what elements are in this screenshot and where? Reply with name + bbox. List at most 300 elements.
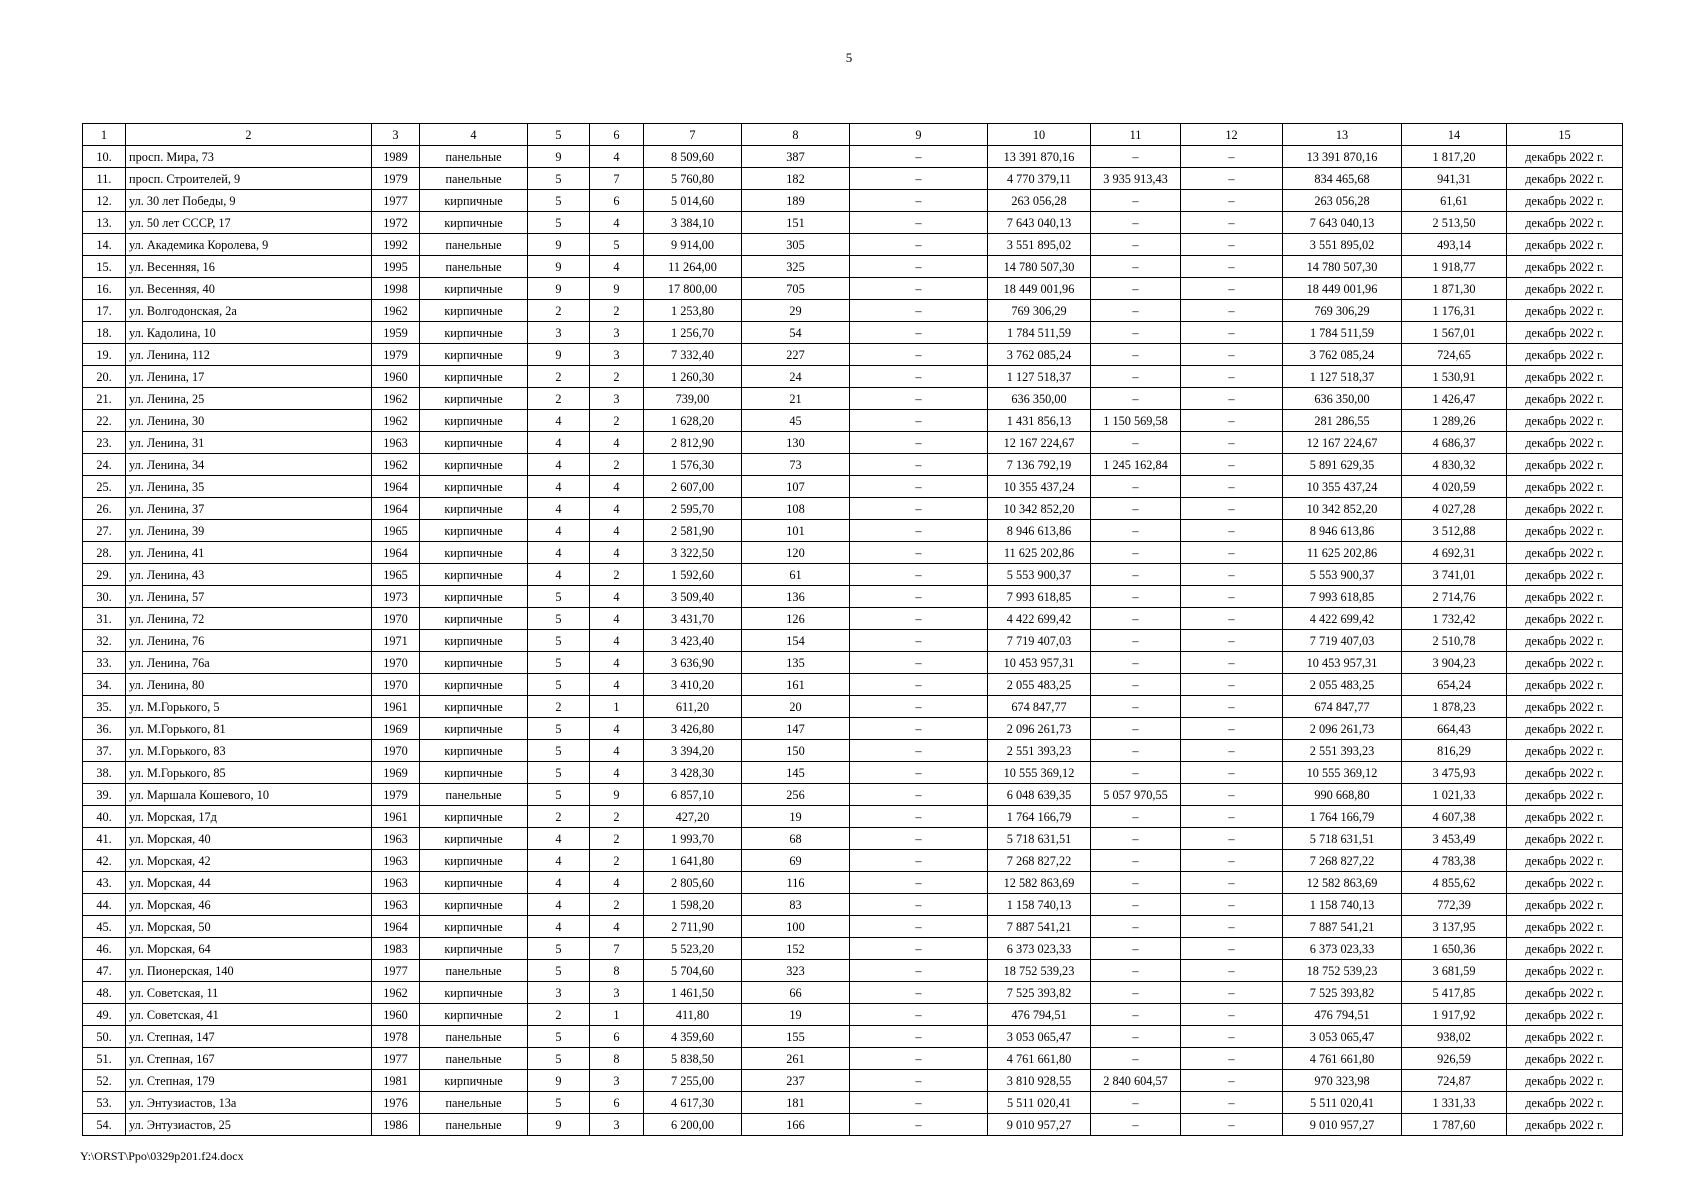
- table-row: [83, 982, 1623, 1004]
- cell-col-13: 636 350,00: [1283, 388, 1402, 410]
- cell-col-10: 7 525 393,82: [988, 982, 1091, 1004]
- cell-total-area: 411,80: [644, 1004, 742, 1026]
- cell-floors: 4: [528, 520, 590, 542]
- cell-entrances: 1: [590, 696, 644, 718]
- cell-address: ул. Ленина, 25: [126, 388, 372, 410]
- cell-row-number: 25.: [83, 476, 126, 498]
- cell-col-13: 14 780 507,30: [1283, 256, 1402, 278]
- cell-completion-date: декабрь 2022 г.: [1507, 872, 1623, 894]
- cell-address: ул. Кадолина, 10: [126, 322, 372, 344]
- cell-floors: 5: [528, 1026, 590, 1048]
- cell-wall-material: кирпичные: [420, 432, 528, 454]
- cell-completion-date: декабрь 2022 г.: [1507, 190, 1623, 212]
- cell-entrances: 4: [590, 520, 644, 542]
- cell-build-year: 1964: [372, 476, 420, 498]
- cell-col-9: –: [850, 410, 988, 432]
- cell-floors: 5: [528, 740, 590, 762]
- cell-row-number: 40.: [83, 806, 126, 828]
- cell-floors: 5: [528, 718, 590, 740]
- cell-col-10: 5 553 900,37: [988, 564, 1091, 586]
- cell-completion-date: декабрь 2022 г.: [1507, 806, 1623, 828]
- cell-entrances: 7: [590, 168, 644, 190]
- cell-entrances: 2: [590, 894, 644, 916]
- cell-residents: 21: [742, 388, 850, 410]
- cell-col-9: –: [850, 344, 988, 366]
- cell-col-9: –: [850, 498, 988, 520]
- table-row: [83, 542, 1623, 564]
- cell-residents: 108: [742, 498, 850, 520]
- cell-floors: 5: [528, 938, 590, 960]
- cell-completion-date: декабрь 2022 г.: [1507, 322, 1623, 344]
- cell-wall-material: кирпичные: [420, 938, 528, 960]
- cell-build-year: 1962: [372, 454, 420, 476]
- cell-entrances: 4: [590, 586, 644, 608]
- cell-completion-date: декабрь 2022 г.: [1507, 828, 1623, 850]
- cell-entrances: 4: [590, 872, 644, 894]
- cell-wall-material: кирпичные: [420, 454, 528, 476]
- cell-row-number: 45.: [83, 916, 126, 938]
- cell-entrances: 2: [590, 454, 644, 476]
- cell-completion-date: декабрь 2022 г.: [1507, 256, 1623, 278]
- cell-row-number: 50.: [83, 1026, 126, 1048]
- cell-col-9: –: [850, 454, 988, 476]
- cell-col-13: 7 993 618,85: [1283, 586, 1402, 608]
- cell-col-12: –: [1181, 168, 1283, 190]
- cell-row-number: 41.: [83, 828, 126, 850]
- cell-col-11: –: [1091, 1092, 1181, 1114]
- cell-residents: 24: [742, 366, 850, 388]
- cell-completion-date: декабрь 2022 г.: [1507, 586, 1623, 608]
- cell-col-9: –: [850, 674, 988, 696]
- cell-col-12: –: [1181, 762, 1283, 784]
- cell-floors: 4: [528, 916, 590, 938]
- cell-wall-material: кирпичные: [420, 740, 528, 762]
- cell-row-number: 18.: [83, 322, 126, 344]
- table-row: [83, 1092, 1623, 1114]
- cell-col-12: –: [1181, 1004, 1283, 1026]
- cell-col-9: –: [850, 806, 988, 828]
- cell-col-14: 493,14: [1402, 234, 1507, 256]
- cell-address: ул. Морская, 44: [126, 872, 372, 894]
- cell-residents: 189: [742, 190, 850, 212]
- cell-col-11: –: [1091, 234, 1181, 256]
- cell-total-area: 5 760,80: [644, 168, 742, 190]
- cell-total-area: 2 607,00: [644, 476, 742, 498]
- cell-address: ул. 30 лет Победы, 9: [126, 190, 372, 212]
- cell-residents: 68: [742, 828, 850, 850]
- cell-floors: 5: [528, 960, 590, 982]
- cell-wall-material: панельные: [420, 784, 528, 806]
- cell-entrances: 2: [590, 806, 644, 828]
- cell-col-12: –: [1181, 542, 1283, 564]
- table-body: [83, 146, 1623, 1136]
- cell-wall-material: кирпичные: [420, 564, 528, 586]
- cell-total-area: 2 805,60: [644, 872, 742, 894]
- cell-col-9: –: [850, 278, 988, 300]
- cell-row-number: 42.: [83, 850, 126, 872]
- cell-col-13: 7 887 541,21: [1283, 916, 1402, 938]
- cell-col-14: 1 871,30: [1402, 278, 1507, 300]
- cell-total-area: 3 423,40: [644, 630, 742, 652]
- cell-address: ул. М.Горького, 5: [126, 696, 372, 718]
- cell-col-9: –: [850, 190, 988, 212]
- cell-address: ул. Весенняя, 40: [126, 278, 372, 300]
- cell-wall-material: панельные: [420, 256, 528, 278]
- cell-address: ул. Степная, 167: [126, 1048, 372, 1070]
- cell-col-11: –: [1091, 212, 1181, 234]
- cell-completion-date: декабрь 2022 г.: [1507, 1026, 1623, 1048]
- cell-address: ул. М.Горького, 85: [126, 762, 372, 784]
- table-row: [83, 388, 1623, 410]
- cell-row-number: 24.: [83, 454, 126, 476]
- column-number-row: [83, 124, 1623, 146]
- cell-residents: 166: [742, 1114, 850, 1136]
- cell-build-year: 1964: [372, 916, 420, 938]
- cell-col-12: –: [1181, 1048, 1283, 1070]
- cell-address: ул. Степная, 179: [126, 1070, 372, 1092]
- cell-residents: 136: [742, 586, 850, 608]
- cell-floors: 5: [528, 608, 590, 630]
- table-row: [83, 1048, 1623, 1070]
- cell-col-13: 10 453 957,31: [1283, 652, 1402, 674]
- cell-wall-material: кирпичные: [420, 806, 528, 828]
- cell-col-12: –: [1181, 146, 1283, 168]
- cell-residents: 181: [742, 1092, 850, 1114]
- cell-row-number: 52.: [83, 1070, 126, 1092]
- cell-wall-material: кирпичные: [420, 762, 528, 784]
- cell-col-9: –: [850, 960, 988, 982]
- cell-floors: 5: [528, 1048, 590, 1070]
- cell-col-9: –: [850, 586, 988, 608]
- cell-col-10: 8 946 613,86: [988, 520, 1091, 542]
- cell-build-year: 1969: [372, 718, 420, 740]
- cell-total-area: 5 014,60: [644, 190, 742, 212]
- cell-col-12: –: [1181, 366, 1283, 388]
- cell-col-10: 3 762 085,24: [988, 344, 1091, 366]
- cell-residents: 116: [742, 872, 850, 894]
- cell-total-area: 2 812,90: [644, 432, 742, 454]
- cell-total-area: 4 617,30: [644, 1092, 742, 1114]
- cell-total-area: 1 461,50: [644, 982, 742, 1004]
- cell-col-12: –: [1181, 784, 1283, 806]
- cell-residents: 705: [742, 278, 850, 300]
- cell-row-number: 46.: [83, 938, 126, 960]
- cell-residents: 107: [742, 476, 850, 498]
- cell-col-13: 2 551 393,23: [1283, 740, 1402, 762]
- cell-col-13: 5 891 629,35: [1283, 454, 1402, 476]
- cell-entrances: 6: [590, 1026, 644, 1048]
- cell-build-year: 1964: [372, 542, 420, 564]
- cell-row-number: 12.: [83, 190, 126, 212]
- cell-build-year: 1963: [372, 432, 420, 454]
- cell-wall-material: кирпичные: [420, 652, 528, 674]
- cell-col-10: 13 391 870,16: [988, 146, 1091, 168]
- cell-wall-material: кирпичные: [420, 344, 528, 366]
- cell-col-14: 3 741,01: [1402, 564, 1507, 586]
- cell-col-14: 1 176,31: [1402, 300, 1507, 322]
- cell-col-9: –: [850, 608, 988, 630]
- cell-address: ул. Ленина, 41: [126, 542, 372, 564]
- cell-floors: 4: [528, 894, 590, 916]
- cell-col-12: –: [1181, 1092, 1283, 1114]
- cell-build-year: 1986: [372, 1114, 420, 1136]
- cell-entrances: 2: [590, 828, 644, 850]
- cell-floors: 4: [528, 828, 590, 850]
- cell-total-area: 739,00: [644, 388, 742, 410]
- cell-entrances: 4: [590, 652, 644, 674]
- cell-floors: 4: [528, 410, 590, 432]
- cell-col-14: 4 686,37: [1402, 432, 1507, 454]
- cell-total-area: 17 800,00: [644, 278, 742, 300]
- cell-col-11: –: [1091, 1004, 1181, 1026]
- cell-floors: 5: [528, 212, 590, 234]
- cell-col-11: –: [1091, 432, 1181, 454]
- cell-col-11: –: [1091, 344, 1181, 366]
- cell-col-12: –: [1181, 828, 1283, 850]
- cell-residents: 227: [742, 344, 850, 366]
- cell-col-11: –: [1091, 850, 1181, 872]
- cell-floors: 5: [528, 762, 590, 784]
- cell-floors: 2: [528, 696, 590, 718]
- cell-col-10: 1 127 518,37: [988, 366, 1091, 388]
- cell-address: ул. Советская, 11: [126, 982, 372, 1004]
- cell-col-10: 4 770 379,11: [988, 168, 1091, 190]
- cell-residents: 325: [742, 256, 850, 278]
- cell-col-13: 970 323,98: [1283, 1070, 1402, 1092]
- table-row: [83, 564, 1623, 586]
- cell-row-number: 53.: [83, 1092, 126, 1114]
- cell-residents: 387: [742, 146, 850, 168]
- cell-floors: 3: [528, 322, 590, 344]
- cell-total-area: 1 993,70: [644, 828, 742, 850]
- cell-col-13: 11 625 202,86: [1283, 542, 1402, 564]
- cell-col-13: 12 582 863,69: [1283, 872, 1402, 894]
- cell-floors: 9: [528, 256, 590, 278]
- cell-row-number: 43.: [83, 872, 126, 894]
- cell-build-year: 1960: [372, 1004, 420, 1026]
- column-header: 3: [372, 124, 420, 146]
- cell-floors: 9: [528, 278, 590, 300]
- cell-entrances: 4: [590, 630, 644, 652]
- table-row: [83, 432, 1623, 454]
- cell-completion-date: декабрь 2022 г.: [1507, 1114, 1623, 1136]
- cell-wall-material: панельные: [420, 1114, 528, 1136]
- cell-row-number: 19.: [83, 344, 126, 366]
- cell-build-year: 1961: [372, 696, 420, 718]
- cell-col-10: 1 158 740,13: [988, 894, 1091, 916]
- cell-col-12: –: [1181, 630, 1283, 652]
- cell-col-12: –: [1181, 190, 1283, 212]
- cell-address: ул. Морская, 42: [126, 850, 372, 872]
- cell-row-number: 47.: [83, 960, 126, 982]
- cell-build-year: 1992: [372, 234, 420, 256]
- cell-row-number: 16.: [83, 278, 126, 300]
- cell-build-year: 1995: [372, 256, 420, 278]
- cell-col-9: –: [850, 784, 988, 806]
- cell-address: ул. Ленина, 30: [126, 410, 372, 432]
- cell-residents: 305: [742, 234, 850, 256]
- cell-entrances: 6: [590, 190, 644, 212]
- cell-col-11: –: [1091, 938, 1181, 960]
- cell-col-13: 476 794,51: [1283, 1004, 1402, 1026]
- cell-wall-material: панельные: [420, 234, 528, 256]
- cell-col-10: 636 350,00: [988, 388, 1091, 410]
- cell-address: ул. Ленина, 17: [126, 366, 372, 388]
- cell-col-14: 816,29: [1402, 740, 1507, 762]
- cell-total-area: 611,20: [644, 696, 742, 718]
- cell-col-9: –: [850, 740, 988, 762]
- cell-col-11: 1 245 162,84: [1091, 454, 1181, 476]
- cell-entrances: 4: [590, 740, 644, 762]
- cell-total-area: 6 857,10: [644, 784, 742, 806]
- cell-residents: 83: [742, 894, 850, 916]
- table-row: [83, 850, 1623, 872]
- cell-col-10: 5 511 020,41: [988, 1092, 1091, 1114]
- cell-address: просп. Строителей, 9: [126, 168, 372, 190]
- cell-total-area: 1 598,20: [644, 894, 742, 916]
- cell-total-area: 7 255,00: [644, 1070, 742, 1092]
- cell-col-11: –: [1091, 542, 1181, 564]
- cell-col-10: 7 993 618,85: [988, 586, 1091, 608]
- cell-col-10: 4 761 661,80: [988, 1048, 1091, 1070]
- cell-total-area: 3 410,20: [644, 674, 742, 696]
- cell-col-13: 1 158 740,13: [1283, 894, 1402, 916]
- table-row: [83, 960, 1623, 982]
- cell-col-14: 4 027,28: [1402, 498, 1507, 520]
- cell-residents: 256: [742, 784, 850, 806]
- cell-entrances: 3: [590, 982, 644, 1004]
- cell-col-11: 3 935 913,43: [1091, 168, 1181, 190]
- cell-completion-date: декабрь 2022 г.: [1507, 454, 1623, 476]
- cell-wall-material: кирпичные: [420, 916, 528, 938]
- cell-col-10: 7 887 541,21: [988, 916, 1091, 938]
- cell-address: ул. Академика Королева, 9: [126, 234, 372, 256]
- cell-completion-date: декабрь 2022 г.: [1507, 740, 1623, 762]
- cell-build-year: 1976: [372, 1092, 420, 1114]
- cell-col-13: 10 355 437,24: [1283, 476, 1402, 498]
- cell-entrances: 2: [590, 300, 644, 322]
- cell-address: ул. Морская, 46: [126, 894, 372, 916]
- cell-col-11: –: [1091, 476, 1181, 498]
- cell-col-9: –: [850, 432, 988, 454]
- cell-entrances: 8: [590, 960, 644, 982]
- cell-col-10: 6 048 639,35: [988, 784, 1091, 806]
- cell-col-11: –: [1091, 366, 1181, 388]
- cell-col-12: –: [1181, 894, 1283, 916]
- cell-completion-date: декабрь 2022 г.: [1507, 762, 1623, 784]
- cell-row-number: 26.: [83, 498, 126, 520]
- cell-col-13: 8 946 613,86: [1283, 520, 1402, 542]
- cell-col-10: 12 167 224,67: [988, 432, 1091, 454]
- cell-col-10: 1 764 166,79: [988, 806, 1091, 828]
- cell-residents: 126: [742, 608, 850, 630]
- cell-wall-material: кирпичные: [420, 1070, 528, 1092]
- table-row: [83, 366, 1623, 388]
- cell-col-10: 769 306,29: [988, 300, 1091, 322]
- cell-entrances: 3: [590, 1114, 644, 1136]
- cell-row-number: 28.: [83, 542, 126, 564]
- cell-col-14: 926,59: [1402, 1048, 1507, 1070]
- cell-col-10: 476 794,51: [988, 1004, 1091, 1026]
- cell-col-9: –: [850, 366, 988, 388]
- cell-build-year: 1962: [372, 410, 420, 432]
- cell-col-9: –: [850, 894, 988, 916]
- cell-col-12: –: [1181, 520, 1283, 542]
- cell-wall-material: кирпичные: [420, 608, 528, 630]
- cell-build-year: 1961: [372, 806, 420, 828]
- cell-build-year: 1960: [372, 366, 420, 388]
- cell-col-14: 2 510,78: [1402, 630, 1507, 652]
- cell-total-area: 3 636,90: [644, 652, 742, 674]
- cell-col-13: 13 391 870,16: [1283, 146, 1402, 168]
- table-row: [83, 938, 1623, 960]
- cell-build-year: 1969: [372, 762, 420, 784]
- cell-col-9: –: [850, 322, 988, 344]
- cell-wall-material: кирпичные: [420, 872, 528, 894]
- cell-col-13: 1 764 166,79: [1283, 806, 1402, 828]
- cell-total-area: 3 509,40: [644, 586, 742, 608]
- cell-col-12: –: [1181, 498, 1283, 520]
- cell-col-11: –: [1091, 1026, 1181, 1048]
- cell-build-year: 1962: [372, 982, 420, 1004]
- cell-col-9: –: [850, 1114, 988, 1136]
- cell-row-number: 27.: [83, 520, 126, 542]
- cell-total-area: 1 253,80: [644, 300, 742, 322]
- cell-entrances: 4: [590, 718, 644, 740]
- cell-total-area: 1 641,80: [644, 850, 742, 872]
- cell-entrances: 8: [590, 1048, 644, 1070]
- cell-col-12: –: [1181, 850, 1283, 872]
- cell-wall-material: кирпичные: [420, 476, 528, 498]
- cell-col-13: 281 286,55: [1283, 410, 1402, 432]
- cell-row-number: 35.: [83, 696, 126, 718]
- cell-col-11: –: [1091, 674, 1181, 696]
- cell-total-area: 5 704,60: [644, 960, 742, 982]
- cell-build-year: 1964: [372, 498, 420, 520]
- cell-col-11: –: [1091, 1114, 1181, 1136]
- cell-wall-material: кирпичные: [420, 982, 528, 1004]
- cell-address: ул. Ленина, 34: [126, 454, 372, 476]
- cell-col-13: 18 449 001,96: [1283, 278, 1402, 300]
- cell-address: ул. Ленина, 43: [126, 564, 372, 586]
- cell-floors: 4: [528, 476, 590, 498]
- cell-wall-material: кирпичные: [420, 366, 528, 388]
- cell-col-11: 5 057 970,55: [1091, 784, 1181, 806]
- cell-row-number: 33.: [83, 652, 126, 674]
- cell-col-11: –: [1091, 322, 1181, 344]
- cell-col-13: 769 306,29: [1283, 300, 1402, 322]
- cell-wall-material: панельные: [420, 960, 528, 982]
- cell-build-year: 1983: [372, 938, 420, 960]
- table-row: [83, 696, 1623, 718]
- cell-completion-date: декабрь 2022 г.: [1507, 850, 1623, 872]
- cell-col-10: 3 810 928,55: [988, 1070, 1091, 1092]
- cell-residents: 237: [742, 1070, 850, 1092]
- cell-col-9: –: [850, 850, 988, 872]
- cell-col-14: 4 692,31: [1402, 542, 1507, 564]
- cell-row-number: 22.: [83, 410, 126, 432]
- cell-col-11: –: [1091, 190, 1181, 212]
- cell-col-11: –: [1091, 982, 1181, 1004]
- cell-completion-date: декабрь 2022 г.: [1507, 916, 1623, 938]
- cell-completion-date: декабрь 2022 г.: [1507, 630, 1623, 652]
- cell-col-13: 3 053 065,47: [1283, 1026, 1402, 1048]
- cell-address: ул. Энтузиастов, 13а: [126, 1092, 372, 1114]
- cell-col-10: 10 355 437,24: [988, 476, 1091, 498]
- cell-col-13: 9 010 957,27: [1283, 1114, 1402, 1136]
- cell-completion-date: декабрь 2022 г.: [1507, 410, 1623, 432]
- cell-total-area: 1 260,30: [644, 366, 742, 388]
